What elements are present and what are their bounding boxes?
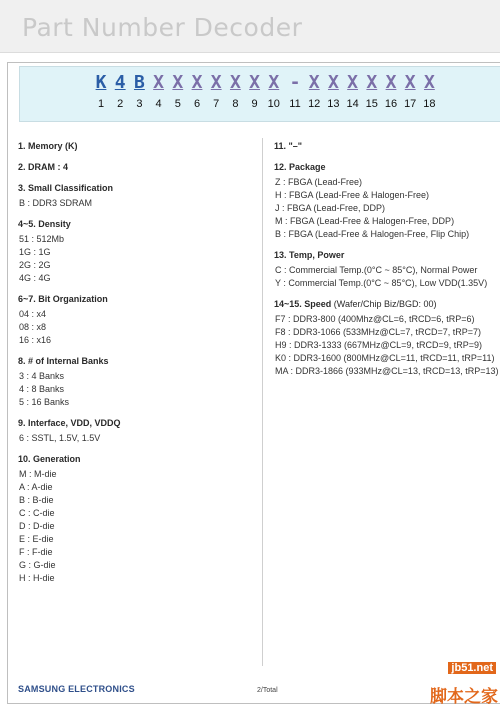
code-position-number: 12 — [308, 98, 321, 110]
section-item: MA : DDR3-1866 (933MHz@CL=13, tRCD=13, tRP=13) — [275, 366, 499, 376]
code-position-5 — [169, 72, 187, 111]
section-item: C : C-die — [19, 508, 55, 518]
section-item: J : FBGA (Lead-Free, DDP) — [275, 203, 386, 213]
footer-brand: SAMSUNG ELECTRONICS — [18, 684, 135, 694]
section-item: K0 : DDR3-1600 (800MHz@CL=11, tRCD=11, tRP=11) — [275, 353, 495, 363]
section-heading-text: 4~5. Density — [18, 219, 71, 229]
section-heading — [274, 161, 500, 174]
code-position-13 — [324, 72, 342, 111]
section-heading — [274, 249, 500, 262]
section — [18, 355, 256, 409]
section-heading — [18, 355, 256, 368]
section-item: 1G : 1G — [19, 247, 51, 257]
section-item: 6 : SSTL, 1.5V, 1.5V — [19, 433, 101, 443]
code-position-number: 17 — [404, 98, 417, 110]
watermark-text: 脚本之家 — [430, 687, 498, 707]
code-position-8 — [226, 72, 244, 111]
section-heading-text: 13. Temp, Power — [274, 250, 345, 260]
code-char: X — [327, 72, 339, 93]
section-item: H : FBGA (Lead-Free & Halogen-Free) — [275, 190, 430, 200]
section-item: C : Commercial Temp.(0°C ~ 85°C), Normal Power — [275, 265, 478, 275]
section-item: B : FBGA (Lead-Free & Halogen-Free, Flip Chip) — [275, 229, 470, 239]
section — [18, 417, 256, 445]
code-position-number: 9 — [251, 98, 258, 110]
code-position-7 — [207, 72, 225, 111]
code-position-number: 14 — [346, 98, 359, 110]
section-item: 4G : 4G — [19, 273, 51, 283]
section — [274, 298, 500, 378]
section-heading-text: 9. Interface, VDD, VDDQ — [18, 418, 121, 428]
code-position-2 — [111, 72, 129, 111]
section-heading-text: 14~15. Speed — [274, 299, 332, 309]
section-item: M : FBGA (Lead-Free & Halogen-Free, DDP) — [275, 216, 455, 226]
code-position-number: 6 — [193, 98, 201, 110]
section-item: 08 : x8 — [19, 322, 47, 332]
code-char: X — [268, 72, 280, 93]
title-bar — [0, 0, 500, 53]
section — [18, 218, 256, 285]
section-item: B : DDR3 SDRAM — [19, 198, 93, 208]
code-char: X — [172, 72, 184, 93]
section-item: D : D-die — [19, 521, 55, 531]
section-heading-text: 8. # of Internal Banks — [18, 356, 109, 366]
code-position-number: 7 — [213, 98, 220, 110]
section — [18, 453, 256, 585]
section-heading-text: 6~7. Bit Organization — [18, 294, 108, 304]
section-item: Z : FBGA (Lead-Free) — [275, 177, 363, 187]
code-position-number: 1 — [97, 98, 105, 110]
code-position-12 — [305, 72, 323, 111]
code-position-number: 15 — [365, 98, 378, 110]
code-char: X — [229, 72, 241, 93]
section — [18, 161, 256, 174]
section-item: Y : Commercial Temp.(0°C ~ 85°C), Low VDD(1.35V) — [275, 278, 488, 288]
footer-page-number: 2/Total — [257, 687, 278, 694]
section — [274, 161, 500, 241]
code-position-3 — [130, 72, 148, 111]
section-item: A : A-die — [19, 482, 53, 492]
section-item: 4 : 8 Banks — [19, 384, 65, 394]
code-position-1 — [92, 72, 110, 111]
code-position-number: 16 — [384, 98, 398, 110]
code-position-11 — [286, 72, 304, 111]
code-char: X — [210, 72, 222, 93]
section-item: 3 : 4 Banks — [19, 371, 65, 381]
section-item: B : B-die — [19, 495, 54, 505]
section-heading-text: 2. DRAM : 4 — [18, 162, 69, 172]
section-heading-text: 1. Memory (K) — [18, 141, 78, 151]
section-heading-text: 12. Package — [274, 162, 326, 172]
code-position-6 — [188, 72, 206, 111]
section-item: 51 : 512Mb — [19, 234, 65, 244]
section-item: 04 : x4 — [19, 309, 47, 319]
section-item: F : F-die — [19, 547, 53, 557]
section-item: 16 : x16 — [19, 335, 52, 345]
section-heading — [18, 417, 256, 430]
code-char: B — [133, 72, 145, 93]
column-divider — [262, 138, 263, 666]
section-heading-text: 3. Small Classification — [18, 183, 114, 193]
code-char: X — [153, 72, 165, 93]
section — [274, 140, 500, 153]
section-item: 5 : 16 Banks — [19, 397, 70, 407]
section — [18, 293, 256, 347]
code-position-18 — [420, 72, 438, 111]
page-title: Part Number Decoder — [22, 13, 303, 42]
section-heading — [18, 182, 256, 195]
code-position-15 — [363, 72, 381, 111]
code-position-number: 2 — [117, 98, 124, 110]
section-heading — [18, 218, 256, 231]
code-position-number: 4 — [155, 98, 162, 110]
section-item: H : H-die — [19, 573, 55, 583]
section — [18, 182, 256, 210]
section-heading — [18, 293, 256, 306]
code-char: 4 — [114, 72, 126, 93]
section-heading-text: 10. Generation — [18, 454, 81, 464]
code-position-number: 10 — [267, 98, 280, 110]
section-item: E : E-die — [19, 534, 54, 544]
code-char: X — [308, 72, 320, 93]
code-position-17 — [401, 72, 419, 111]
code-position-number: 13 — [327, 98, 340, 110]
code-char: X — [191, 72, 203, 93]
left-column — [18, 140, 256, 593]
code-position-number: 3 — [136, 98, 143, 110]
code-position-number: 11 — [289, 98, 301, 110]
watermark-site: jb51.net — [448, 662, 496, 674]
code-char: X — [347, 72, 359, 93]
code-position-14 — [344, 72, 362, 111]
part-number-code-box — [19, 66, 500, 122]
section-heading — [274, 298, 500, 311]
section-item: F8 : DDR3-1066 (533MHz@CL=7, tRCD=7, tRP=7) — [275, 327, 481, 337]
section — [18, 140, 256, 153]
section-item: 2G : 2G — [19, 260, 51, 270]
code-position-number: 8 — [232, 98, 239, 110]
section-item: H9 : DDR3-1333 (667MHz@CL=9, tRCD=9, tRP=9) — [275, 340, 482, 350]
code-row — [92, 72, 492, 120]
section-item: F7 : DDR3-800 (400Mhz@CL=6, tRCD=6, tRP=6) — [275, 314, 475, 324]
code-position-number: 5 — [174, 98, 181, 110]
code-position-4 — [150, 72, 168, 111]
section-heading — [18, 161, 256, 174]
code-position-10 — [265, 72, 283, 111]
section-heading — [274, 140, 500, 153]
section — [274, 249, 500, 290]
code-char: X — [385, 72, 397, 93]
section-heading-note: (Wafer/Chip Biz/BGD: 00) — [331, 299, 437, 309]
section-item: M : M-die — [19, 469, 57, 479]
section-item: G : G-die — [19, 560, 56, 570]
right-column — [274, 140, 500, 386]
code-char: - — [289, 72, 301, 93]
section-heading — [18, 453, 256, 466]
code-char: X — [249, 72, 261, 93]
code-char: X — [404, 72, 416, 93]
code-char: X — [366, 72, 378, 93]
code-position-number: 18 — [423, 98, 436, 110]
code-position-9 — [246, 72, 264, 111]
code-char: X — [423, 72, 435, 93]
watermark-logo — [416, 660, 500, 706]
section-heading — [18, 140, 256, 153]
code-char: K — [95, 72, 107, 93]
section-heading-text: 11. "–" — [274, 141, 303, 151]
code-position-16 — [382, 72, 400, 111]
